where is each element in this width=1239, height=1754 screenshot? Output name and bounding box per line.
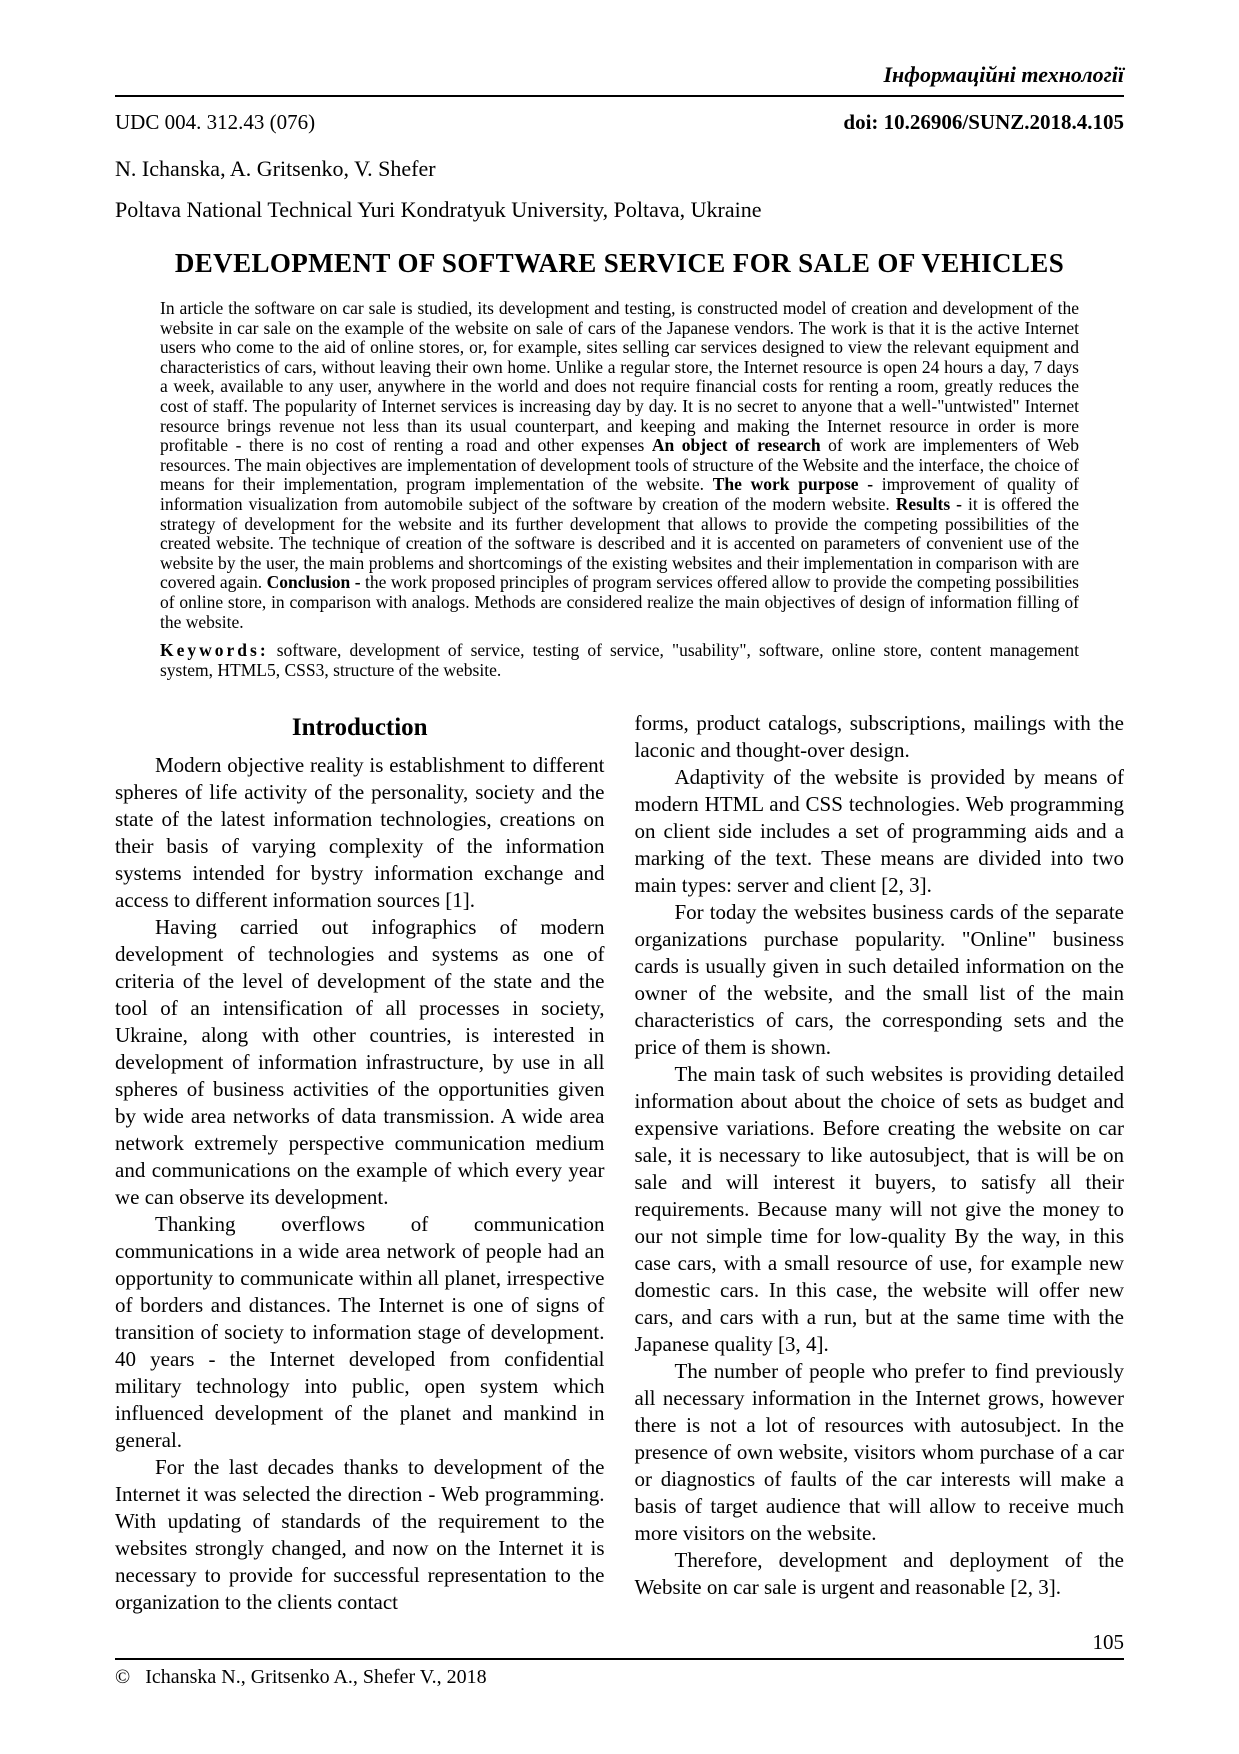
paragraph: For today the websites business cards of the separate organizations purchase popularity. "Online" business cards is usually given in such detailed information on the owner of the website, and the small list of the main characteristics of cars, the corresponding sets and the price of them is shown. — [634, 900, 1124, 1060]
two-column-body — [115, 710, 1124, 1616]
header-divider — [115, 95, 1124, 97]
paragraph: Therefore, development and deployment of the Website on car sale is urgent and reasonable [2, 3]. — [634, 1548, 1124, 1600]
udc-code: UDC 004. 312.43 (076) — [115, 110, 316, 134]
column-right — [635, 710, 1125, 1616]
abstract-text-segment: the work proposed principles of program services offered allow to provide the competing possibilities of online store, in comparison with analogs. Methods are considered realize the main objectives of design of information filling of the website. — [160, 572, 1079, 632]
paper-title: DEVELOPMENT OF SOFTWARE SERVICE FOR SALE OF VEHICLES — [174, 248, 1065, 278]
abstract-text-segment: improvement of quality of information visualization from automobile subject of the software by creation of the modern website. — [160, 474, 1079, 514]
copyright-line: © Ichanska N., Gritsenko A., Shefer V., 2018 — [115, 1666, 487, 1689]
footer-divider — [115, 1658, 1124, 1660]
abstract-bold-segment: Conclusion - — [266, 572, 361, 593]
abstract-text-segment: of work are implementers of Web resources. The main objectives are implementation of development tools of structure of the Website and the interface, the choice of means for their implementation, program implementation of the website. — [160, 435, 1079, 495]
keywords-paragraph — [160, 641, 1079, 680]
paragraph: For the last decades thanks to development of the Internet it was selected the direction - Web programming. With updating of standards of the requirement to the websites strongly changed, and now on the Internet it is necessary to provide for successful representation to the organization to the clients contact — [115, 1455, 605, 1615]
paragraph: Thanking overflows of communication communications in a wide area network of people had an opportunity to communicate within all planet, irrespective of borders and distances. The Internet is one of signs of transition of society to information stage of development. 40 years - the Internet developed from confidential military technology into public, open system which influenced development of the planet and mankind in general. — [115, 1212, 605, 1453]
abstract-bold-segment: The work purpose - — [712, 474, 874, 495]
journal-section-title: Інформаційні технології — [883, 62, 1124, 87]
keywords-label: Keywords: — [160, 640, 269, 661]
doi: doi: 10.26906/SUNZ.2018.4.105 — [843, 110, 1124, 134]
paragraph: The number of people who prefer to find previously all necessary information in the Internet grows, however there is not a lot of resources with autosubject. In the presence of own website, visitors whom purchase of a car or diagnostics of faults of the car interests will make a basis of target audience that will allow to receive much more visitors on the website. — [634, 1359, 1124, 1546]
page-footer — [115, 1630, 1124, 1689]
paragraph: forms, product catalogs, subscriptions, mailings with the laconic and thought-over design. — [634, 711, 1124, 763]
abstract-text-segment: it is offered the strategy of development for the website and its further development that allows to provide the competing possibilities of the created website. The technique of creation of the software is described and it is accented on parameters of convenient use of the website by the user, the main problems and shortcomings of the existing websites and their implementation in comparison with are covered again. — [160, 493, 1079, 593]
abstract-text-segment: In article the software on car sale is studied, its development and testing, is constructed model of creation and development of the website in car sale on the example of the website on sale of cars of the Japanese vendors. The work is that it is the active Internet users who come to the aid of online stores, or, for example, sites selling car services designed to view the relevant equipment and characteristics of cars, without leaving their own home. Unlike a regular store, the Internet resource is open 24 hours a day, 7 days a week, available to any user, anywhere in the world and does not require financial costs for renting a room, greatly reduces the cost of staff. The popularity of Internet services is increasing day by day. It is no secret to anyone that a well-"untwisted" Internet resource brings revenue not less than its usual counterpart, and keeping and making the Internet resource in order is more profitable - there is no cost of renting a road and other expenses — [160, 298, 1079, 456]
paragraph: The main task of such websites is providing detailed information about about the choice of sets as budget and expensive variations. Before creating the website on car sale, it is necessary to like autosubject, that is will be on sale and will interest it buyers, to satisfy all their requirements. Because many will not give the money to our not simple time for low-quality By the way, in this case cars, with a small resource of use, for example new domestic cars. In this case, the website will offer new cars, and cars with a run, but at the same time with the Japanese quality [3, 4]. — [634, 1062, 1124, 1357]
page-number: 105 — [1092, 1630, 1124, 1655]
abstract-paragraph — [160, 299, 1079, 632]
paragraph: Having carried out infographics of modern development of technologies and systems as one of criteria of the level of development of the state and the tool of an intensification of all processes in society, Ukraine, along with other countries, is interested in development of information infrastructure, by use in all spheres of business activities of the opportunities given by wide area networks of data transmission. A wide area network extremely perspective communication medium and communications on the example of which every year we can observe its development. — [115, 915, 605, 1210]
paragraph: Adaptivity of the website is provided by means of modern HTML and CSS technologies. Web programming on client side includes a set of programming aids and a marking of the text. These means are divided into two main types: server and client [2, 3]. — [634, 765, 1124, 898]
paragraph: Modern objective reality is establishment to different spheres of life activity of the personality, society and the state of the latest information technologies, creations on their basis of varying complexity of the information systems intended for bystry information exchange and access to different information sources [1]. — [115, 753, 605, 913]
meta-row — [115, 110, 1124, 135]
keywords-text: software, development of service, testing of service, "usability", software, online store, content management system, HTML5, CSS3, structure of the website. — [160, 640, 1079, 680]
introduction-heading: Introduction — [291, 714, 428, 742]
column-left — [115, 710, 605, 1616]
abstract-bold-segment: Results - — [895, 493, 962, 514]
abstract-bold-segment: An object of research — [651, 435, 821, 456]
affiliation-line: Poltava National Technical Yuri Kondratyuk University, Poltava, Ukraine — [115, 197, 762, 222]
authors-line: N. Ichanska, A. Gritsenko, V. Shefer — [115, 156, 436, 181]
